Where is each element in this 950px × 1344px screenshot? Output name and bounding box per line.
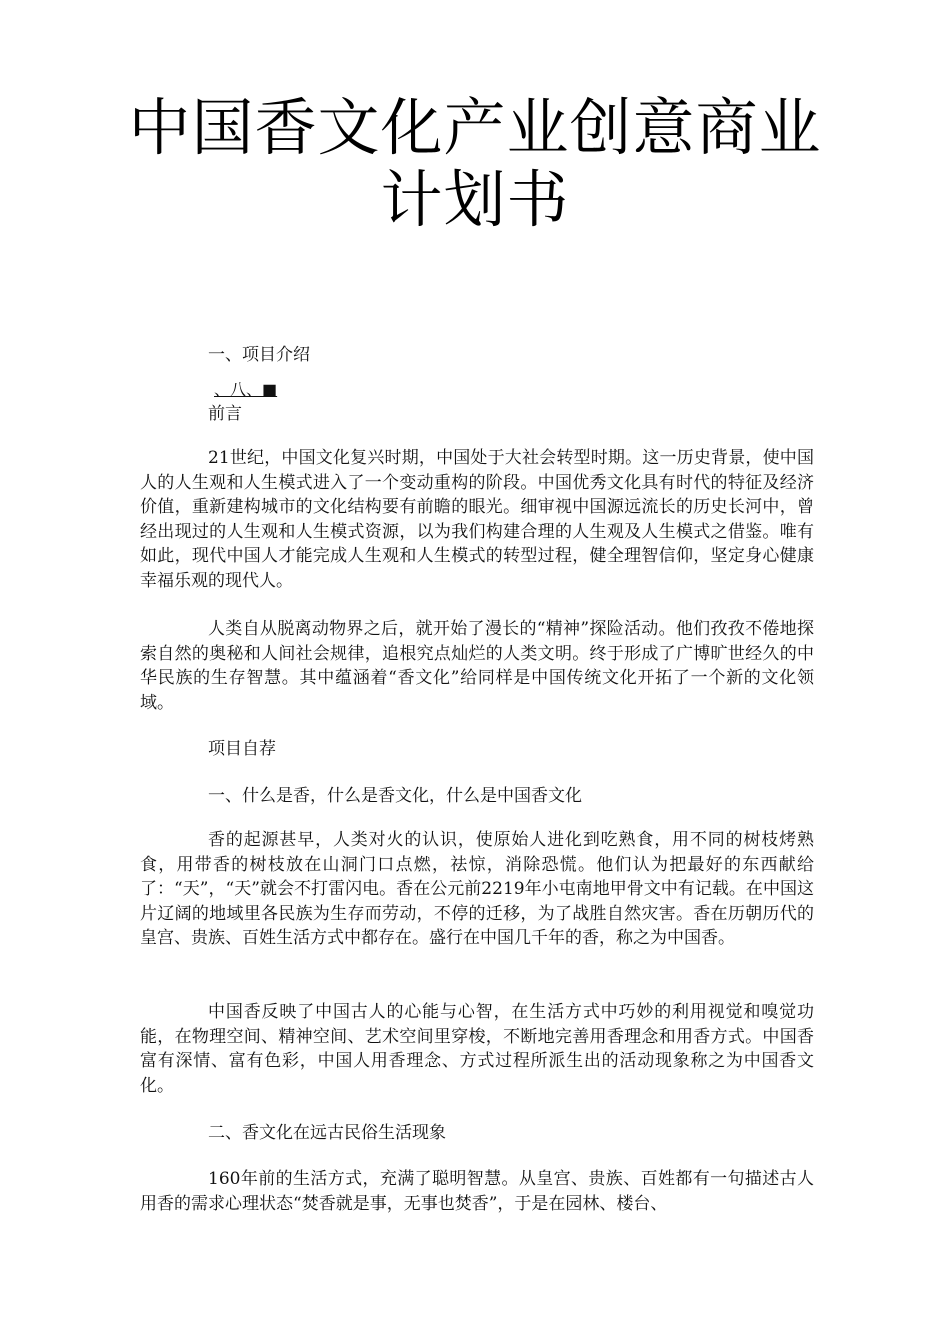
document-title-line-2: 计划书 <box>380 163 570 236</box>
section-heading-project-intro: 一、项目介绍 <box>208 345 310 365</box>
question-heading-what-is-incense: 一、什么是香，什么是香文化，什么是中国香文化 <box>208 786 582 806</box>
paragraph-incense-origin: 香的起源甚早，人类对火的认识，使原始人进化到吃熟食，用不同的树枝烤熟食，用带香的树枝放在山洞门口点燃，祛惊，消除恐慌。他们认为把最好的东西献给了：“天”，“天”就会不打雷闪电。香在公元前2219年小屯南地甲骨文中有记载。在中国这片辽阔的地域里各民族为生存而劳动，不停的迁移，为了战胜自然灾害。香在历朝历代的皇宫、贵族、百姓生活方式中都存在。盛行在中国几千年的香，称之为中国香。 <box>140 830 814 948</box>
project-self-recommend-heading: 项目自荐 <box>208 739 276 759</box>
garbled-mark-text: 、八、■ <box>214 380 278 399</box>
paragraph-lifestyle: 160年前的生活方式，充满了聪明智慧。从皇宫、贵族、百姓都有一句描述古人用香的需求心理状态“焚香就是事，无事也焚香”，于是在园林、楼台、 <box>140 1169 814 1214</box>
paragraph-chinese-incense: 中国香反映了中国古人的心能与心智，在生活方式中巧妙的利用视觉和嗅觉功能，在物理空间、精神空间、艺术空间里穿梭，不断地完善用香理念和用香方式。中国香富有深情、富有色彩，中国人用香理念、方式过程所派生出的活动现象称之为中国香文化。 <box>140 1002 814 1096</box>
document-title-line-1: 中国香文化产业创意商业 <box>128 91 822 164</box>
preface-heading: 前言 <box>208 404 242 424</box>
paragraph-spirit: 人类自从脱离动物界之后，就开始了漫长的“精神”探险活动。他们孜孜不倦地探索自然的奥秘和人间社会规律，追根究点灿烂的人类文明。终于形成了广博旷世经久的中华民族的生存智慧。其中蕴涵着“香文化”给同样是中国传统文化开拓了一个新的文化领域。 <box>140 619 814 713</box>
question-heading-ancient-customs: 二、香文化在远古民俗生活现象 <box>208 1123 446 1143</box>
paragraph-intro: 21世纪，中国文化复兴时期，中国处于大社会转型时期。这一历史背景，使中国人的人生观和人生模式进入了一个变动重构的阶段。中国优秀文化具有时代的特征及经济价值，重新建构城市的文化结构要有前瞻的眼光。细审视中国源远流长的历史长河中，曾经出现过的人生观和人生模式资源，以为我们构建合理的人生观及人生模式之借鉴。唯有如此，现代中国人才能完成人生观和人生模式的转型过程，健全理智信仰，坚定身心健康幸福乐观的现代人。 <box>140 448 814 591</box>
